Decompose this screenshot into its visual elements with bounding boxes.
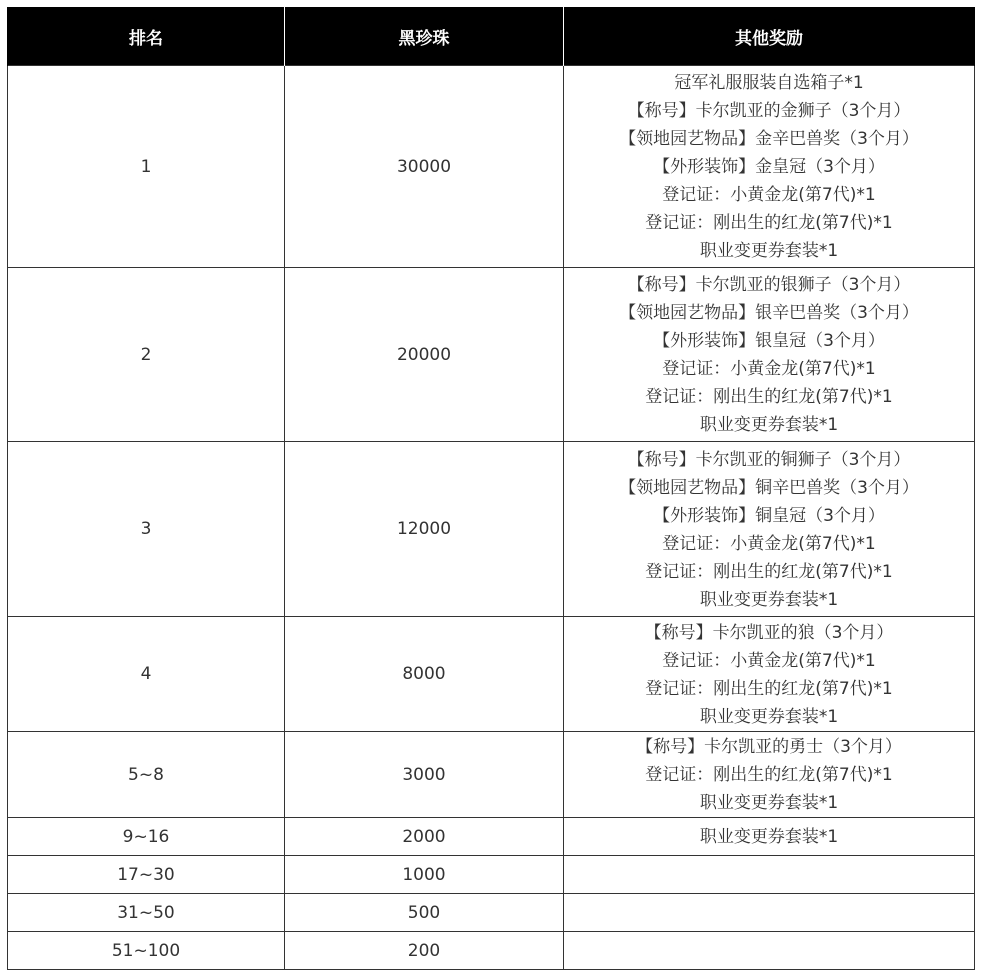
header-rank: 排名 [8,7,285,66]
black-pearl-cell: 1000 [285,856,564,894]
table-row [8,856,975,894]
other-rewards-cell [564,894,975,932]
header-black-pearl: 黑珍珠 [285,7,564,66]
reward-item: 职业变更券套装*1 [699,415,839,435]
table-row [8,268,975,442]
reward-item: 登记证：刚出生的红龙(第7代)*1 [645,213,893,233]
header-other-rewards: 其他奖励 [564,7,975,66]
reward-item: 登记证：小黄金龙(第7代)*1 [662,533,876,554]
table-row [8,732,975,818]
reward-table [7,7,975,970]
reward-item: 【领地园艺物品】银辛巴兽奖（3个月） [619,303,919,323]
rewards-list [564,270,974,439]
reward-item: 【称号】卡尔凯亚的勇士（3个月） [636,737,902,757]
reward-item: 【称号】卡尔凯亚的狼（3个月） [644,622,894,643]
rank-cell: 17~30 [8,856,285,894]
table-row [8,932,975,970]
reward-item: 【称号】卡尔凯亚的银狮子（3个月） [627,275,911,295]
other-rewards-cell [564,856,975,894]
rewards-list [564,732,974,817]
rewards-list [564,618,974,731]
rewards-list [564,68,974,265]
reward-item: 登记证：小黄金龙(第7代)*1 [662,359,876,379]
reward-item: 【外形装饰】铜皇冠（3个月） [653,505,885,526]
reward-item: 职业变更券套装*1 [699,827,839,847]
table-row [8,894,975,932]
rank-cell: 2 [8,268,285,442]
rank-cell: 9~16 [8,818,285,856]
reward-item: 登记证：小黄金龙(第7代)*1 [662,185,876,205]
black-pearl-cell: 3000 [285,732,564,818]
black-pearl-cell: 20000 [285,268,564,442]
black-pearl-cell: 2000 [285,818,564,856]
reward-item: 【领地园艺物品】金辛巴兽奖（3个月） [619,129,919,149]
black-pearl-cell: 200 [285,932,564,970]
reward-item: 登记证：刚出生的红龙(第7代)*1 [645,387,893,407]
rank-cell: 3 [8,442,285,617]
black-pearl-cell: 12000 [285,442,564,617]
reward-item: 职业变更券套装*1 [699,793,839,813]
rewards-list [564,445,974,614]
reward-item: 【称号】卡尔凯亚的铜狮子（3个月） [627,449,911,470]
other-rewards-cell [564,66,975,268]
rewards-list [564,874,974,875]
table-row [8,442,975,617]
reward-item: 【领地园艺物品】铜辛巴兽奖（3个月） [619,477,919,498]
rewards-list [564,912,974,913]
table-row [8,66,975,268]
reward-item: 【外形装饰】银皇冠（3个月） [653,331,885,351]
reward-item: 职业变更券套装*1 [699,241,839,261]
table-body [8,66,975,970]
reward-item: 【外形装饰】金皇冠（3个月） [653,157,885,177]
table-row [8,617,975,732]
reward-item: 【称号】卡尔凯亚的金狮子（3个月） [627,101,911,121]
rewards-list [564,822,974,851]
rank-cell: 51~100 [8,932,285,970]
other-rewards-cell [564,617,975,732]
black-pearl-cell: 8000 [285,617,564,732]
reward-item: 职业变更券套装*1 [699,706,839,727]
reward-table-container [7,7,974,970]
other-rewards-cell [564,818,975,856]
other-rewards-cell [564,442,975,617]
header-row [8,7,975,66]
black-pearl-cell: 30000 [285,66,564,268]
reward-item: 职业变更券套装*1 [699,589,839,610]
reward-item: 登记证：刚出生的红龙(第7代)*1 [645,561,893,582]
black-pearl-cell: 500 [285,894,564,932]
table-row [8,818,975,856]
reward-item: 登记证：刚出生的红龙(第7代)*1 [645,678,893,699]
rewards-list [564,950,974,951]
other-rewards-cell [564,932,975,970]
other-rewards-cell [564,268,975,442]
rank-cell: 4 [8,617,285,732]
table-header [8,7,975,66]
reward-item: 冠军礼服服装自选箱子*1 [674,73,864,93]
rank-cell: 31~50 [8,894,285,932]
reward-item: 登记证：小黄金龙(第7代)*1 [662,650,876,671]
rank-cell: 5~8 [8,732,285,818]
reward-item: 登记证：刚出生的红龙(第7代)*1 [645,765,893,785]
rank-cell: 1 [8,66,285,268]
other-rewards-cell [564,732,975,818]
